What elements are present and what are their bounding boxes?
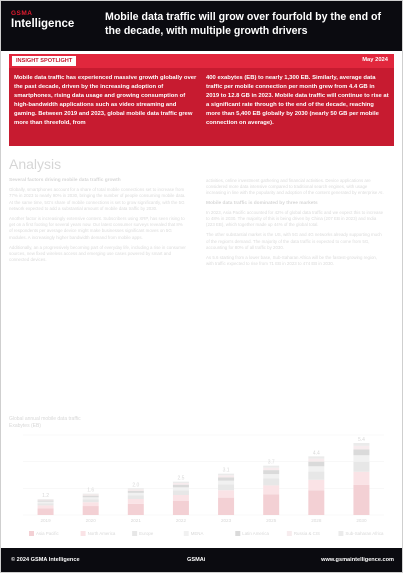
bar-segment xyxy=(38,505,54,508)
page-title: Mobile data traffic will grow over fourfold by the end of the decade, with multiple growth drivers xyxy=(105,11,382,37)
bar-segment xyxy=(128,495,144,499)
legend-swatch xyxy=(184,531,189,536)
legend-swatch xyxy=(235,531,240,536)
bar-segment xyxy=(38,499,54,500)
bar-segment xyxy=(308,490,324,515)
legend-swatch xyxy=(81,531,86,536)
left-paragraph: Another factor is increasingly extensive content. Subscribers using XRP, has seen rising to get on a first footing for several years now. Our latest consumer surveys revealed that 8% of respondents per average device might make businesses significant moves on 5G modules. A increasingly higher bandwidth demand from mobile apps. xyxy=(9,216,185,240)
spotlight-tag: INSIGHT SPOTLIGHT xyxy=(12,56,76,66)
left-paragraph: Additionally, an a progressively becoming part of everyday life, including a rise in consumer sources, new fixed wireless access and emerging use cases powered by smart and connected devices. xyxy=(9,244,186,263)
bar-segment xyxy=(173,483,189,485)
bar-segment xyxy=(38,508,54,515)
logo-wordmark: Intelligence xyxy=(11,17,75,30)
insight-spotlight xyxy=(9,54,394,146)
logo-brand: GSMA xyxy=(11,10,33,17)
x-tick-label: 2022 xyxy=(175,518,187,523)
bar-segment xyxy=(38,502,54,503)
bar-value-label: 2.5 xyxy=(177,475,185,482)
chart-title-block xyxy=(9,416,81,429)
right-paragraph: The other substantial market is the US, with 5G and 4G networks already supporting much of the region's demand. The majority of the data traffic is expected to come from 5G, accounting for 80% of all traffic by 2030. xyxy=(206,232,382,250)
bar-segment xyxy=(83,494,99,495)
legend-label: Sub-Saharan Africa xyxy=(345,531,384,536)
spotlight-date: May 2024 xyxy=(362,57,388,63)
bar-value-label: 4.4 xyxy=(312,450,320,457)
bar-value-label: 1.2 xyxy=(42,493,50,499)
bar-segment xyxy=(263,474,279,478)
bar-segment xyxy=(263,468,279,470)
bar-segment xyxy=(83,497,99,499)
body-column-left xyxy=(9,178,187,267)
bar-segment xyxy=(263,494,279,515)
bar-segment xyxy=(128,491,144,493)
legend-swatch xyxy=(287,531,292,536)
bar-segment xyxy=(308,480,324,491)
bar-segment xyxy=(308,466,324,471)
bar-segment xyxy=(353,472,369,485)
x-tick-label: 2030 xyxy=(356,518,367,523)
legend-label: North America xyxy=(87,531,116,536)
footer-copyright: © 2024 GSMA Intelligence xyxy=(11,557,80,563)
legend-label: Europe xyxy=(139,531,154,536)
bar-segment xyxy=(173,501,189,515)
left-paragraph: Globally, smartphones account for a share of total mobile connections set to increase from 77% in 2023 to nearly 90% in 2030, bringing the number of people consuming mobile data. At the same time, 5G's share of mobile connections is set to grow significantly, with the 5G network expected to add a substantial amount of mobile data traffic by 2030. xyxy=(9,187,186,211)
bar-segment xyxy=(218,477,234,480)
faded-body xyxy=(1,146,402,546)
legend-swatch xyxy=(132,531,137,536)
bar-segment xyxy=(308,462,324,467)
bar-segment xyxy=(353,443,369,446)
left-heading: Several factors driving mobile data traffic growth xyxy=(9,178,121,183)
right-paragraph: activities, online investment gathering and financial activities. Device applications are considered more data intensive compared to traditional search engines, with usage increasing in line with the popularity and adoption of the content generated by enterprise AI. xyxy=(206,178,384,196)
bar-segment xyxy=(128,489,144,490)
bar-value-label: 1.6 xyxy=(87,487,95,494)
bar-segment xyxy=(263,470,279,474)
bar-segment xyxy=(128,499,144,504)
bar-segment xyxy=(353,455,369,461)
bar-segment xyxy=(128,488,144,489)
bar-value-label: 2.0 xyxy=(132,482,140,489)
bar-segment xyxy=(38,500,54,501)
bar-segment xyxy=(173,490,189,495)
chart-title: Global annual mobile data traffic xyxy=(9,416,81,422)
bar-segment xyxy=(353,446,369,450)
bar-segment xyxy=(308,459,324,462)
x-tick-label: 2025 xyxy=(266,518,277,523)
legend-swatch xyxy=(29,531,34,536)
bar-segment xyxy=(38,500,54,501)
bar-segment xyxy=(173,495,189,501)
spotlight-text-right: 400 exabytes (EB) to nearly 1,300 EB. Similarly, average data traffic per mobile connection per month grew from 4.4 GB in 2019 to 12.8 GB in 2023. Mobile data traffic will continue to rise at a significant rate through to the end of the decade, reaching more than 5,400 EB globally by 2030 (nearly 50 GB per mobile connection on average). xyxy=(206,75,389,127)
bar-value-label: 3.7 xyxy=(267,459,275,466)
bar-value-label: 3.1 xyxy=(222,467,230,474)
bar-segment xyxy=(218,481,234,485)
x-tick-label: 2028 xyxy=(311,518,322,523)
bar-segment xyxy=(218,474,234,476)
bar-segment xyxy=(308,456,324,458)
bar-segment xyxy=(353,485,369,515)
bar-segment xyxy=(218,490,234,497)
x-tick-label: 2020 xyxy=(85,518,96,523)
section-title: Analysis xyxy=(9,156,62,172)
right-paragraph: In 2023, Asia Pacific accounted for 42% of global data traffic and we expect this to increase to 48% in 2030. The majority of this is being driven by China (207 EB in 2023) and India (223 EB), which together made up 44% of the global total. xyxy=(206,209,384,228)
right-heading: Mobile data traffic is dominated by three markets xyxy=(206,200,318,206)
right-paragraph: As 5.6 starting from a lower base, Sub-Saharan Africa will be the fastest-growing region, with traffic expected to rise from 71 EB in 2023 to 474 EB in 2030. xyxy=(206,255,378,267)
legend-label: Russia & CIS xyxy=(293,531,320,536)
spotlight-text-left: Mobile data traffic has experienced massive growth globally over the past decade, driven by the increasing adoption of smartphones, rising data usage and growing consumption of high-bandwidth applications such as video streaming and gaming. Between 2019 and 2023, global mobile data traffic grew more than threefold, from xyxy=(14,75,197,127)
body-column-right xyxy=(206,178,384,271)
bar-segment xyxy=(38,503,54,505)
bar-segment xyxy=(83,496,99,498)
legend-label: Latin America xyxy=(242,531,269,536)
bar-segment xyxy=(173,485,189,488)
bar-segment xyxy=(308,472,324,480)
bar-segment xyxy=(173,482,189,483)
x-tick-label: 2019 xyxy=(40,518,51,523)
x-tick-label: 2023 xyxy=(220,518,232,523)
bar-value-label: 5.4 xyxy=(357,437,365,443)
bar-segment xyxy=(263,466,279,468)
bar-segment xyxy=(263,485,279,494)
bar-segment xyxy=(83,495,99,496)
footer-bar xyxy=(1,548,402,572)
bar-segment xyxy=(263,478,279,485)
bar-segment xyxy=(83,499,99,502)
traffic-bar-chart xyxy=(9,429,394,544)
bar-segment xyxy=(83,506,99,515)
legend-label: Asia Pacific xyxy=(36,531,59,536)
header-bar xyxy=(1,1,402,51)
footer-gsmai-logo: GSMAi xyxy=(187,557,206,563)
bar-segment xyxy=(353,462,369,472)
bar-segment xyxy=(173,487,189,490)
bar-segment xyxy=(218,484,234,490)
bar-segment xyxy=(353,449,369,455)
bar-segment xyxy=(218,498,234,515)
bar-segment xyxy=(83,502,99,506)
legend-label: MENA xyxy=(190,531,204,536)
footer-website-link[interactable]: www.gsmaintelligence.com xyxy=(321,557,394,563)
chart-subtitle: Exabytes (EB) xyxy=(9,422,41,429)
legend-swatch xyxy=(338,531,343,536)
bar-segment xyxy=(218,475,234,477)
gsma-intelligence-logo[interactable] xyxy=(11,11,74,30)
bar-segment xyxy=(128,504,144,515)
x-tick-label: 2021 xyxy=(130,518,141,523)
bar-segment xyxy=(128,493,144,495)
